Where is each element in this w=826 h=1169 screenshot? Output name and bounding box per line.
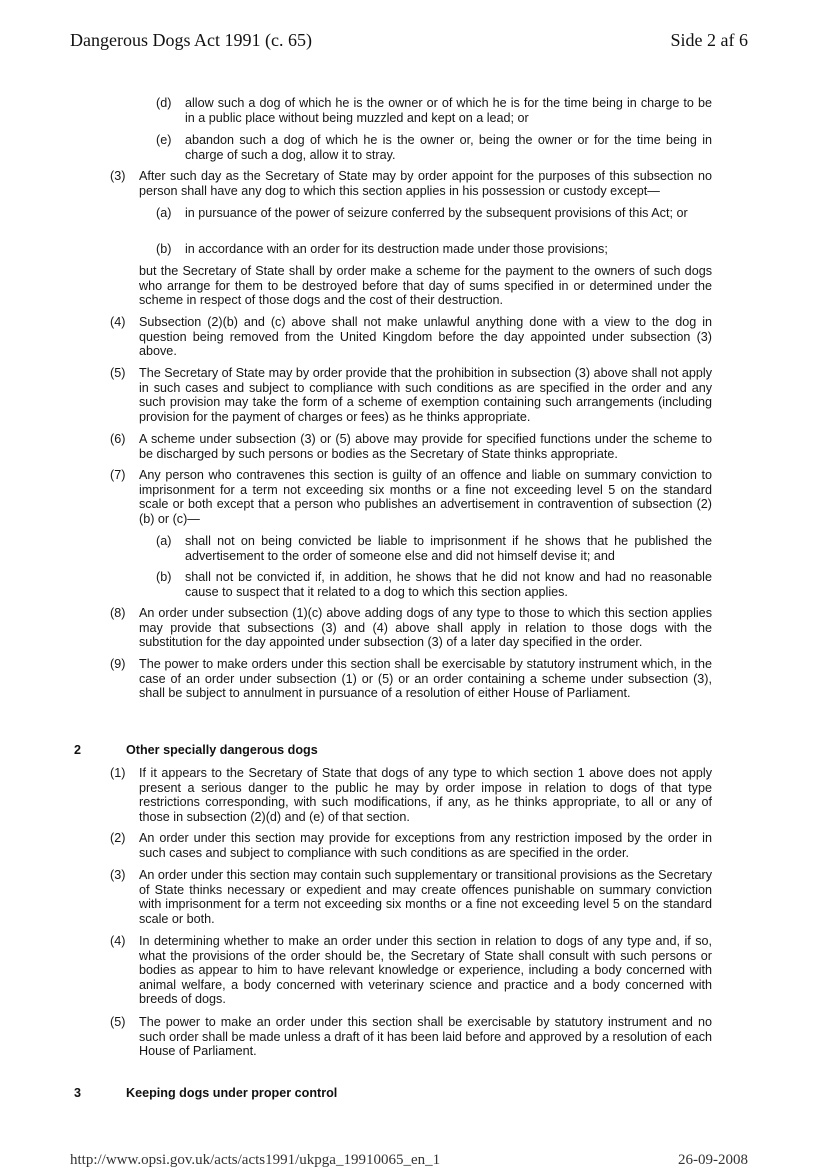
paragraph-number: (b) [156,242,172,256]
paragraph-number: (d) [156,96,172,110]
subsection-number: (5) [110,366,126,380]
subsection-text: Subsection (2)(b) and (c) above shall not make unlawful anything done with a view to the dog in question being removed from the United Kingdom before the day appointed under subsection (3) above. [139,315,712,359]
subsection-text: An order under this section may contain such supplementary or transitional provisions as the Secretary of State thinks necessary or expedient and may create offences punishable on summary conviction with imprisonment for a term not exceeding six months or a fine not exceeding level 5 on the standard scale or both. [139,868,712,926]
paragraph-text: shall not on being convicted be liable to imprisonment if he shows that he published the advertisement to the order of someone else and did not himself devise it; and [185,534,712,563]
subsection-text: but the Secretary of State shall by order make a scheme for the payment to the owners of such dogs who arrange for them to be destroyed before that day of sums specified in or determined under the scheme in respect of those dogs and the cost of their destruction. [139,264,712,308]
subsection-text: The power to make orders under this section shall be exercisable by statutory instrument which, in the case of an order under subsection (1) or (5) or an order containing a scheme under subsection (3), shall be subject to annulment in pursuance of a resolution of either House of Parliament. [139,657,712,701]
subsection-number: (8) [110,606,126,620]
subsection-number: (6) [110,432,126,446]
subsection-number: (2) [110,831,126,845]
subsection-text: In determining whether to make an order under this section in relation to dogs of any type and, if so, what the provisions of the order should be, the Secretary of State shall consult with such persons or bodies as appear to him to have relevant knowledge or experience, including a body concerned with animal welfare, a body concerned with veterinary science and practice and a body concerned with breeds of dogs. [139,934,712,1007]
paragraph-number: (e) [156,133,172,147]
page-footer [70,1152,748,1169]
subsection-number: (5) [110,1015,126,1029]
section-heading: Keeping dogs under proper control [126,1086,338,1100]
subsection-text: An order under subsection (1)(c) above adding dogs of any type to those to which this section applies may provide that subsections (3) and (4) above shall apply in relation to those dogs with the substitution for the day appointed under subsection (3) of a later day specified in the order. [139,606,712,650]
section-heading: Other specially dangerous dogs [126,743,318,757]
paragraph-text: in pursuance of the power of seizure conferred by the subsequent provisions of this Act; or [185,206,688,220]
subsection-text: If it appears to the Secretary of State that dogs of any type to which section 1 above does not apply present a serious danger to the public he may by order impose in relation to dogs of that type restrictions corresponding, with such modifications, if any, as he thinks appropriate, to all or any of those in subsection (2)(d) and (e) of that section. [139,766,712,824]
subsection-text: After such day as the Secretary of State may by order appoint for the purposes of this subsection no person shall have any dog to which this section applies in his possession or custody except— [139,169,712,198]
subsection-number: (3) [110,169,126,183]
paragraph-number: (a) [156,206,172,220]
subsection-number: (9) [110,657,126,671]
paragraph-number: (b) [156,570,172,584]
subsection-number: (4) [110,934,126,948]
subsection-number: (3) [110,868,126,882]
subsection-text: The Secretary of State may by order provide that the prohibition in subsection (3) above shall not apply in such cases and subject to compliance with such conditions as are specified in the order and any such provision may take the form of a scheme of exemption containing such arrangements (including provision for the payment of charges or fees) as he thinks appropriate. [139,366,712,424]
subsection-number: (4) [110,315,126,329]
document-title: Dangerous Dogs Act 1991 (c. 65) [70,30,312,50]
page-number: Side 2 af 6 [670,30,748,50]
subsection-text: Any person who contravenes this section is guilty of an offence and liable on summary conviction to imprisonment for a term not exceeding six months or a fine not exceeding level 5 on the standard scale or both except that a person who publishes an advertisement in contravention of subsection (2)(b) or (c)— [139,468,712,526]
paragraph-text: in accordance with an order for its destruction made under those provisions; [185,242,608,256]
subsection-text: The power to make an order under this section shall be exercisable by statutory instrument and no such order shall be made unless a draft of it has been laid before and approved by a resolution of each House of Parliament. [139,1015,712,1059]
section-number: 3 [74,1086,82,1100]
source-url: http://www.opsi.gov.uk/acts/acts1991/ukpga_19910065_en_1 [70,1152,441,1168]
paragraph-text: shall not be convicted if, in addition, he shows that he did not know and had no reasonable cause to suspect that it related to a dog to which this section applies. [185,570,712,599]
paragraph-number: (a) [156,534,172,548]
subsection-number: (1) [110,766,126,780]
section-number: 2 [74,743,82,757]
paragraph-text: allow such a dog of which he is the owner or of which he is for the time being in charge to be in a public place without being muzzled and kept on a lead; or [185,96,712,125]
subsection-number: (7) [110,468,126,482]
page-header [70,30,748,50]
paragraph-text: abandon such a dog of which he is the owner or, being the owner or for the time being in charge of such a dog, allow it to stray. [185,133,712,162]
subsection-text: An order under this section may provide for exceptions from any restriction imposed by the order in such cases and subject to compliance with such conditions as are specified in the order. [139,831,712,860]
subsection-text: A scheme under subsection (3) or (5) above may provide for specified functions under the scheme to be discharged by such persons or bodies as the Secretary of State thinks appropriate. [139,432,712,461]
print-date: 26-09-2008 [678,1152,748,1168]
